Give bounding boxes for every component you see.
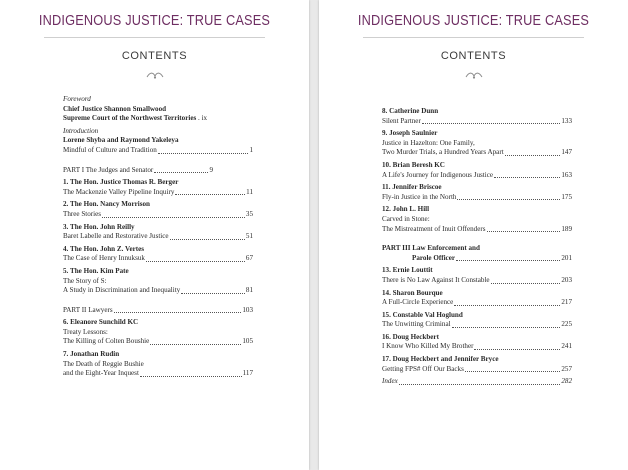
page-number: 35 (245, 209, 253, 218)
chapter-heading: 10. Brian Beresh KC (382, 160, 445, 169)
toc-entry-foreword[interactable]: Foreword Chief Justice Shannon Smallwood Supreme Court of the Northwest Territories . ix (63, 95, 253, 124)
entry-label: Foreword (63, 95, 91, 103)
toc-entry-introduction[interactable] (63, 127, 253, 156)
page-number: 163 (561, 170, 572, 179)
chapter-heading: 8. Catherine Dunn (382, 107, 439, 115)
toc-entry-part1[interactable] (63, 166, 253, 176)
book-title: INDIGENOUS JUSTICE: TRUE CASES (357, 13, 590, 29)
chapter-heading: 2. The Hon. Nancy Morrison (63, 200, 150, 209)
entry-title: The Mistreatment of Inuit Offenders (382, 224, 486, 233)
toc-entry-ch16[interactable] (382, 333, 572, 352)
toc-entry-ch10[interactable] (382, 161, 572, 180)
page-number: 133 (561, 116, 572, 125)
entry-title: A Life's Journey for Indigenous Justice (382, 170, 494, 179)
chapter-heading: 5. The Hon. Kim Pate (63, 266, 129, 275)
entry-title: There is No Law Against It Constable (382, 275, 490, 284)
entry-title: The Mackenzie Valley Pipeline Inquiry (63, 187, 175, 196)
toc-entry-ch9[interactable] (382, 129, 572, 158)
toc-entry-index[interactable] (382, 377, 572, 387)
entry-title: The Case of Henry Innuksuk (63, 254, 145, 263)
page-number: 175 (561, 192, 572, 201)
toc-entry-ch12[interactable] (382, 205, 572, 234)
right-page (319, 0, 628, 470)
entry-title: Silent Partner (382, 116, 421, 125)
toc-left (63, 95, 253, 382)
toc-right (382, 107, 572, 390)
chapter-heading: 3. The Hon. John Reilly (63, 222, 135, 231)
page-number: 201 (561, 253, 572, 262)
entry-title: Two Murder Trials, a Hundred Years Apart (382, 148, 504, 157)
chapter-heading: 7. Jonathan Rudin (63, 350, 120, 359)
toc-entry-ch1[interactable] (63, 178, 253, 197)
page-number: 117 (242, 369, 253, 378)
page-number: ix (201, 114, 208, 123)
entry-title: The Death of Reggie Bushie (63, 359, 144, 368)
toc-entry-ch3[interactable] (63, 223, 253, 242)
entry-title: and the Eight-Year Inquest (63, 369, 139, 378)
part-heading: Parole Officer (412, 253, 455, 262)
page-number: 225 (561, 320, 572, 329)
entry-title: Three Stories (63, 209, 102, 218)
toc-entry-ch4[interactable] (63, 245, 253, 264)
toc-entry-part3[interactable] (382, 244, 572, 263)
contents-heading: CONTENTS (121, 50, 188, 62)
chapter-heading: 11. Jennifer Briscoe (382, 183, 442, 192)
page-number: 103 (242, 305, 253, 314)
chapter-heading: 9. Joseph Saulnier (382, 129, 438, 138)
entry-title: Mindful of Culture and Tradition (63, 145, 157, 154)
toc-entry-ch14[interactable] (382, 289, 572, 308)
page-number: 81 (245, 286, 253, 295)
chapter-heading: 1. The Hon. Justice Thomas R. Berger (63, 178, 179, 187)
chapter-heading: 13. Ernie Louttit (382, 266, 433, 275)
page-number: 217 (561, 298, 572, 307)
toc-entry-ch5[interactable] (63, 267, 253, 296)
chapter-heading: 16. Doug Heckbert (382, 332, 439, 341)
page-number: 11 (246, 187, 253, 196)
entry-title: The Unwitting Criminal (382, 320, 451, 329)
page-number: 147 (561, 148, 572, 157)
toc-entry-ch13[interactable] (382, 266, 572, 285)
toc-entry-ch7[interactable] (63, 350, 253, 379)
page-number: 282 (561, 377, 572, 386)
entry-label: Introduction (63, 126, 99, 135)
entry-title: I Know Who Killed My Brother (382, 342, 474, 351)
toc-entry-ch17[interactable] (382, 355, 572, 374)
page-number: 241 (561, 342, 572, 351)
entry-title: A Full-Circle Experience (382, 298, 454, 307)
page-number: 105 (242, 337, 253, 346)
entry-title: The Killing of Colten Boushie (63, 337, 150, 346)
chapter-heading: 14. Sharon Bourque (382, 288, 443, 297)
chapter-heading: 4. The Hon. John Z. Vertes (63, 244, 145, 253)
toc-entry-ch2[interactable] (63, 200, 253, 219)
entry-label: Index (382, 377, 398, 386)
page-number: 189 (561, 224, 572, 233)
part-heading: PART II Lawyers (63, 305, 113, 314)
entry-title: Getting FPS# Off Our Backs (382, 364, 464, 373)
entry-title: Justice in Hazelton: One Family, (382, 138, 475, 147)
page-number: 257 (561, 364, 572, 373)
entry-title: A Study in Discrimination and Inequality (63, 286, 181, 295)
left-page (0, 0, 309, 470)
entry-title: Fly-in Justice in the North (382, 192, 457, 201)
chapter-heading: 12. John L. Hill (382, 205, 430, 214)
toc-entry-ch11[interactable] (382, 183, 572, 202)
title-rule (363, 37, 584, 38)
part-heading: PART III Law Enforcement and (382, 244, 480, 253)
page-number: 9 (209, 165, 213, 174)
entry-title: Baret Labelle and Restorative Justice (63, 232, 169, 241)
page-number: 1 (249, 145, 253, 154)
page-number: 67 (245, 254, 253, 263)
flourish-ornament-icon (145, 69, 165, 81)
title-rule (44, 37, 265, 38)
toc-entry-part2[interactable] (63, 306, 253, 316)
entry-author: Chief Justice Shannon Smallwood (63, 104, 167, 113)
chapter-heading: 17. Doug Heckbert and Jennifer Bryce (382, 355, 499, 364)
entry-title: The Story of S: (63, 276, 107, 285)
page-number: 203 (561, 275, 572, 284)
chapter-heading: 6. Eleanore Sunchild KC (63, 318, 139, 327)
part-heading: PART I The Judges and Senator (63, 165, 154, 174)
entry-title: Carved in Stone: (382, 214, 430, 223)
contents-heading: CONTENTS (440, 50, 507, 62)
page-number: 51 (245, 232, 253, 241)
entry-author: Supreme Court of the Northwest Territories (63, 114, 197, 123)
toc-entry-ch6[interactable] (63, 318, 253, 347)
entry-author: Lorene Shyba and Raymond Yakeleya (63, 136, 179, 145)
flourish-ornament-icon (464, 69, 484, 81)
toc-entry-ch8[interactable] (382, 107, 572, 126)
entry-title: Treaty Lessons: (63, 327, 108, 336)
toc-entry-ch15[interactable] (382, 311, 572, 330)
book-title: INDIGENOUS JUSTICE: TRUE CASES (38, 13, 271, 29)
chapter-heading: 15. Constable Val Hoglund (382, 310, 463, 319)
